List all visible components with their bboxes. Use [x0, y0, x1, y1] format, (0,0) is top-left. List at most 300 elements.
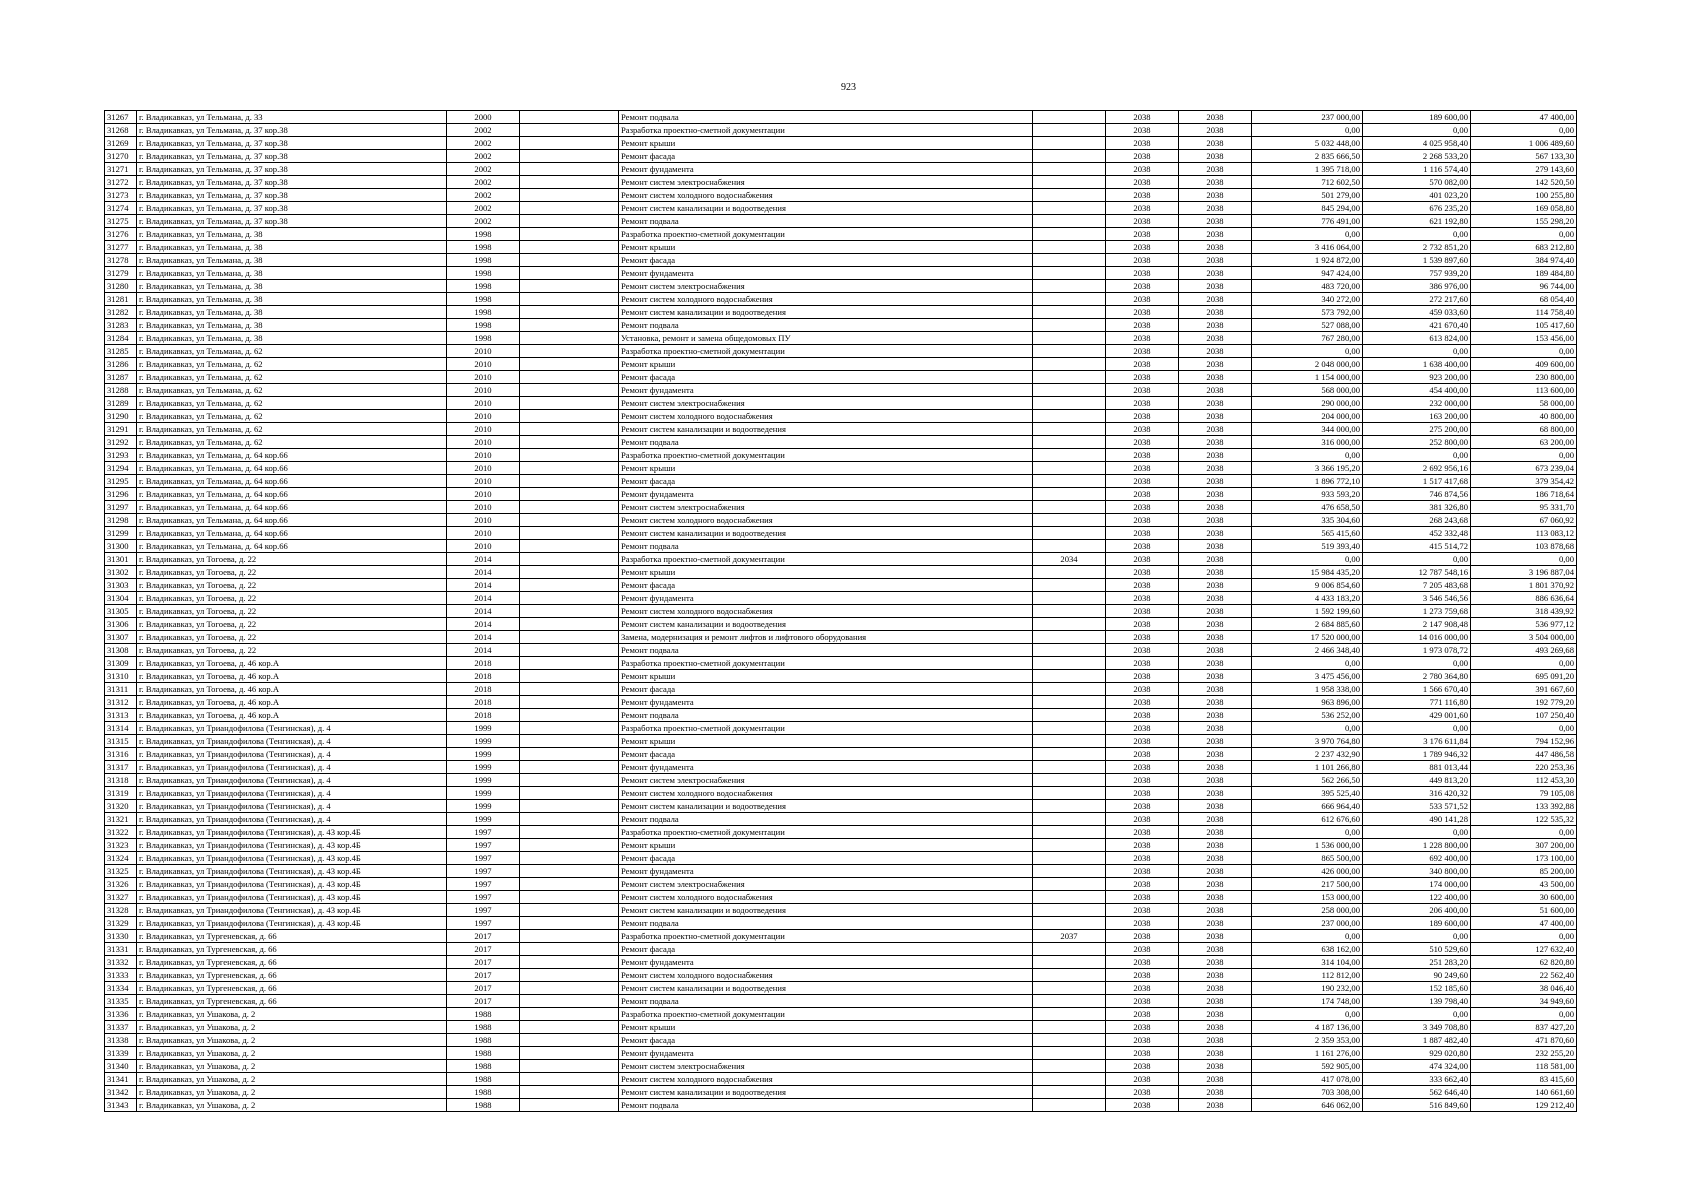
row-number-cell: 31283 [105, 319, 137, 332]
empty-cell-cell [520, 592, 619, 605]
start-year-cell: 2038 [1106, 943, 1179, 956]
table-row [105, 956, 1577, 969]
plan-year-cell [1033, 826, 1106, 839]
build-year-cell: 2014 [447, 605, 520, 618]
start-year-cell: 2038 [1106, 774, 1179, 787]
owner-cost-cell: 493 269,68 [1471, 644, 1577, 657]
row-number-cell: 31276 [105, 228, 137, 241]
total-cost-cell: 190 232,00 [1252, 982, 1363, 995]
end-year-cell: 2038 [1179, 397, 1252, 410]
work-type-cell: Ремонт фасада [619, 748, 1033, 761]
total-cost-cell: 237 000,00 [1252, 111, 1363, 124]
fund-cost-cell: 0,00 [1363, 657, 1471, 670]
table-row [105, 423, 1577, 436]
address-cell: г. Владикавказ, ул Тогоева, д. 46 кор.А [137, 657, 447, 670]
fund-cost-cell: 0,00 [1363, 553, 1471, 566]
row-number-cell: 31277 [105, 241, 137, 254]
start-year-cell: 2038 [1106, 696, 1179, 709]
owner-cost-cell: 471 870,60 [1471, 1034, 1577, 1047]
total-cost-cell: 0,00 [1252, 124, 1363, 137]
owner-cost-cell: 307 200,00 [1471, 839, 1577, 852]
owner-cost-cell: 83 415,60 [1471, 1073, 1577, 1086]
build-year-cell: 1998 [447, 267, 520, 280]
fund-cost-cell: 510 529,60 [1363, 943, 1471, 956]
owner-cost-cell: 118 581,00 [1471, 1060, 1577, 1073]
total-cost-cell: 0,00 [1252, 722, 1363, 735]
work-type-cell: Ремонт систем холодного водоснабжения [619, 787, 1033, 800]
work-type-cell: Ремонт систем холодного водоснабжения [619, 891, 1033, 904]
total-cost-cell: 703 308,00 [1252, 1086, 1363, 1099]
work-type-cell: Ремонт систем холодного водоснабжения [619, 189, 1033, 202]
address-cell: г. Владикавказ, ул Триандофилова (Тенгинская), д. 43 кор.4Б [137, 852, 447, 865]
owner-cost-cell: 794 152,96 [1471, 735, 1577, 748]
total-cost-cell: 573 792,00 [1252, 306, 1363, 319]
fund-cost-cell: 252 800,00 [1363, 436, 1471, 449]
start-year-cell: 2038 [1106, 813, 1179, 826]
row-number-cell: 31292 [105, 436, 137, 449]
end-year-cell: 2038 [1179, 111, 1252, 124]
total-cost-cell: 3 970 764,80 [1252, 735, 1363, 748]
start-year-cell: 2038 [1106, 800, 1179, 813]
plan-year-cell [1033, 748, 1106, 761]
build-year-cell: 2010 [447, 423, 520, 436]
start-year-cell: 2038 [1106, 904, 1179, 917]
address-cell: г. Владикавказ, ул Тельмана, д. 64 кор.66 [137, 514, 447, 527]
end-year-cell: 2038 [1179, 540, 1252, 553]
fund-cost-cell: 90 249,60 [1363, 969, 1471, 982]
build-year-cell: 1999 [447, 774, 520, 787]
fund-cost-cell: 139 798,40 [1363, 995, 1471, 1008]
table-row [105, 410, 1577, 423]
plan-year-cell [1033, 358, 1106, 371]
fund-cost-cell: 163 200,00 [1363, 410, 1471, 423]
start-year-cell: 2038 [1106, 1047, 1179, 1060]
fund-cost-cell: 1 228 800,00 [1363, 839, 1471, 852]
table-row [105, 553, 1577, 566]
fund-cost-cell: 746 874,56 [1363, 488, 1471, 501]
address-cell: г. Владикавказ, ул Тогоева, д. 22 [137, 644, 447, 657]
owner-cost-cell: 114 758,40 [1471, 306, 1577, 319]
start-year-cell: 2038 [1106, 852, 1179, 865]
owner-cost-cell: 695 091,20 [1471, 670, 1577, 683]
row-number-cell: 31287 [105, 371, 137, 384]
work-type-cell: Ремонт систем электроснабжения [619, 280, 1033, 293]
table-row [105, 982, 1577, 995]
build-year-cell: 2002 [447, 150, 520, 163]
build-year-cell: 2010 [447, 436, 520, 449]
start-year-cell: 2038 [1106, 995, 1179, 1008]
table-row [105, 228, 1577, 241]
fund-cost-cell: 1 116 574,40 [1363, 163, 1471, 176]
build-year-cell: 2018 [447, 670, 520, 683]
end-year-cell: 2038 [1179, 254, 1252, 267]
start-year-cell: 2038 [1106, 1099, 1179, 1112]
row-number-cell: 31281 [105, 293, 137, 306]
address-cell: г. Владикавказ, ул Тогоева, д. 22 [137, 553, 447, 566]
work-type-cell: Ремонт систем холодного водоснабжения [619, 605, 1033, 618]
address-cell: г. Владикавказ, ул Триандофилова (Тенгинская), д. 4 [137, 761, 447, 774]
address-cell: г. Владикавказ, ул Тельмана, д. 37 кор.38 [137, 163, 447, 176]
work-type-cell: Разработка проектно-сметной документации [619, 1008, 1033, 1021]
row-number-cell: 31340 [105, 1060, 137, 1073]
plan-year-cell [1033, 969, 1106, 982]
work-type-cell: Разработка проектно-сметной документации [619, 553, 1033, 566]
build-year-cell: 1999 [447, 761, 520, 774]
empty-cell-cell [520, 943, 619, 956]
address-cell: г. Владикавказ, ул Тельмана, д. 38 [137, 319, 447, 332]
total-cost-cell: 0,00 [1252, 930, 1363, 943]
build-year-cell: 2014 [447, 618, 520, 631]
address-cell: г. Владикавказ, ул Тогоева, д. 46 кор.А [137, 696, 447, 709]
address-cell: г. Владикавказ, ул Тельмана, д. 38 [137, 306, 447, 319]
fund-cost-cell: 1 566 670,40 [1363, 683, 1471, 696]
start-year-cell: 2038 [1106, 150, 1179, 163]
empty-cell-cell [520, 1060, 619, 1073]
total-cost-cell: 0,00 [1252, 449, 1363, 462]
table-row [105, 137, 1577, 150]
table-row [105, 839, 1577, 852]
total-cost-cell: 2 466 348,40 [1252, 644, 1363, 657]
start-year-cell: 2038 [1106, 1073, 1179, 1086]
address-cell: г. Владикавказ, ул Триандофилова (Тенгинская), д. 43 кор.4Б [137, 878, 447, 891]
fund-cost-cell: 474 324,00 [1363, 1060, 1471, 1073]
start-year-cell: 2038 [1106, 956, 1179, 969]
empty-cell-cell [520, 163, 619, 176]
owner-cost-cell: 379 354,42 [1471, 475, 1577, 488]
row-number-cell: 31312 [105, 696, 137, 709]
plan-year-cell [1033, 657, 1106, 670]
plan-year-cell [1033, 644, 1106, 657]
work-type-cell: Ремонт фасада [619, 943, 1033, 956]
build-year-cell: 2014 [447, 553, 520, 566]
empty-cell-cell [520, 865, 619, 878]
total-cost-cell: 290 000,00 [1252, 397, 1363, 410]
owner-cost-cell: 673 239,04 [1471, 462, 1577, 475]
end-year-cell: 2038 [1179, 202, 1252, 215]
plan-year-cell [1033, 956, 1106, 969]
address-cell: г. Владикавказ, ул Тельмана, д. 37 кор.38 [137, 189, 447, 202]
address-cell: г. Владикавказ, ул Тельмана, д. 33 [137, 111, 447, 124]
build-year-cell: 1998 [447, 293, 520, 306]
end-year-cell: 2038 [1179, 345, 1252, 358]
work-type-cell: Ремонт систем канализации и водоотведения [619, 527, 1033, 540]
fund-cost-cell: 771 116,80 [1363, 696, 1471, 709]
start-year-cell: 2038 [1106, 137, 1179, 150]
fund-cost-cell: 386 976,00 [1363, 280, 1471, 293]
row-number-cell: 31335 [105, 995, 137, 1008]
start-year-cell: 2038 [1106, 878, 1179, 891]
address-cell: г. Владикавказ, ул Триандофилова (Тенгинская), д. 43 кор.4Б [137, 917, 447, 930]
build-year-cell: 2017 [447, 956, 520, 969]
empty-cell-cell [520, 371, 619, 384]
address-cell: г. Владикавказ, ул Ушакова, д. 2 [137, 1060, 447, 1073]
plan-year-cell [1033, 566, 1106, 579]
total-cost-cell: 0,00 [1252, 1008, 1363, 1021]
row-number-cell: 31278 [105, 254, 137, 267]
row-number-cell: 31284 [105, 332, 137, 345]
owner-cost-cell: 189 484,80 [1471, 267, 1577, 280]
owner-cost-cell: 1 801 370,92 [1471, 579, 1577, 592]
row-number-cell: 31311 [105, 683, 137, 696]
total-cost-cell: 3 366 195,20 [1252, 462, 1363, 475]
row-number-cell: 31343 [105, 1099, 137, 1112]
work-type-cell: Ремонт крыши [619, 735, 1033, 748]
build-year-cell: 2002 [447, 176, 520, 189]
owner-cost-cell: 169 058,80 [1471, 202, 1577, 215]
fund-cost-cell: 562 646,40 [1363, 1086, 1471, 1099]
table-row [105, 904, 1577, 917]
end-year-cell: 2038 [1179, 1086, 1252, 1099]
build-year-cell: 2002 [447, 189, 520, 202]
end-year-cell: 2038 [1179, 683, 1252, 696]
total-cost-cell: 9 006 854,60 [1252, 579, 1363, 592]
empty-cell-cell [520, 267, 619, 280]
fund-cost-cell: 333 662,40 [1363, 1073, 1471, 1086]
empty-cell-cell [520, 982, 619, 995]
build-year-cell: 2017 [447, 982, 520, 995]
table-row [105, 397, 1577, 410]
row-number-cell: 31322 [105, 826, 137, 839]
works-table [104, 110, 1577, 1112]
start-year-cell: 2038 [1106, 306, 1179, 319]
empty-cell-cell [520, 1034, 619, 1047]
table-row [105, 943, 1577, 956]
table-row [105, 722, 1577, 735]
total-cost-cell: 217 500,00 [1252, 878, 1363, 891]
end-year-cell: 2038 [1179, 852, 1252, 865]
end-year-cell: 2038 [1179, 917, 1252, 930]
empty-cell-cell [520, 488, 619, 501]
end-year-cell: 2038 [1179, 1021, 1252, 1034]
plan-year-cell [1033, 501, 1106, 514]
start-year-cell: 2038 [1106, 930, 1179, 943]
start-year-cell: 2038 [1106, 384, 1179, 397]
row-number-cell: 31327 [105, 891, 137, 904]
start-year-cell: 2038 [1106, 332, 1179, 345]
work-type-cell: Замена, модернизация и ремонт лифтов и лифтового оборудования [619, 631, 1033, 644]
plan-year-cell [1033, 475, 1106, 488]
fund-cost-cell: 4 025 958,40 [1363, 137, 1471, 150]
build-year-cell: 2010 [447, 540, 520, 553]
end-year-cell: 2038 [1179, 748, 1252, 761]
total-cost-cell: 0,00 [1252, 553, 1363, 566]
table-row [105, 696, 1577, 709]
plan-year-cell [1033, 137, 1106, 150]
owner-cost-cell: 67 060,92 [1471, 514, 1577, 527]
plan-year-cell [1033, 982, 1106, 995]
fund-cost-cell: 0,00 [1363, 124, 1471, 137]
work-type-cell: Ремонт систем холодного водоснабжения [619, 1073, 1033, 1086]
end-year-cell: 2038 [1179, 722, 1252, 735]
build-year-cell: 2002 [447, 202, 520, 215]
owner-cost-cell: 0,00 [1471, 826, 1577, 839]
end-year-cell: 2038 [1179, 423, 1252, 436]
fund-cost-cell: 429 001,60 [1363, 709, 1471, 722]
fund-cost-cell: 401 023,20 [1363, 189, 1471, 202]
start-year-cell: 2038 [1106, 397, 1179, 410]
owner-cost-cell: 96 744,00 [1471, 280, 1577, 293]
fund-cost-cell: 3 349 708,80 [1363, 1021, 1471, 1034]
total-cost-cell: 565 415,60 [1252, 527, 1363, 540]
build-year-cell: 1998 [447, 228, 520, 241]
total-cost-cell: 712 602,50 [1252, 176, 1363, 189]
row-number-cell: 31317 [105, 761, 137, 774]
build-year-cell: 2010 [447, 397, 520, 410]
fund-cost-cell: 7 205 483,68 [1363, 579, 1471, 592]
build-year-cell: 2010 [447, 384, 520, 397]
empty-cell-cell [520, 722, 619, 735]
end-year-cell: 2038 [1179, 618, 1252, 631]
total-cost-cell: 638 162,00 [1252, 943, 1363, 956]
plan-year-cell [1033, 228, 1106, 241]
start-year-cell: 2038 [1106, 345, 1179, 358]
end-year-cell: 2038 [1179, 124, 1252, 137]
end-year-cell: 2038 [1179, 592, 1252, 605]
fund-cost-cell: 232 000,00 [1363, 397, 1471, 410]
empty-cell-cell [520, 527, 619, 540]
owner-cost-cell: 0,00 [1471, 1008, 1577, 1021]
start-year-cell: 2038 [1106, 605, 1179, 618]
start-year-cell: 2038 [1106, 657, 1179, 670]
fund-cost-cell: 189 600,00 [1363, 917, 1471, 930]
address-cell: г. Владикавказ, ул Триандофилова (Тенгинская), д. 4 [137, 722, 447, 735]
table-row [105, 865, 1577, 878]
start-year-cell: 2038 [1106, 241, 1179, 254]
table-row [105, 215, 1577, 228]
owner-cost-cell: 447 486,58 [1471, 748, 1577, 761]
plan-year-cell [1033, 1073, 1106, 1086]
table-row [105, 878, 1577, 891]
plan-year-cell [1033, 852, 1106, 865]
fund-cost-cell: 152 185,60 [1363, 982, 1471, 995]
build-year-cell: 2017 [447, 969, 520, 982]
end-year-cell: 2038 [1179, 293, 1252, 306]
fund-cost-cell: 12 787 548,16 [1363, 566, 1471, 579]
work-type-cell: Ремонт фундамента [619, 384, 1033, 397]
owner-cost-cell: 133 392,88 [1471, 800, 1577, 813]
build-year-cell: 2017 [447, 930, 520, 943]
start-year-cell: 2038 [1106, 488, 1179, 501]
fund-cost-cell: 3 546 546,56 [1363, 592, 1471, 605]
work-type-cell: Ремонт систем электроснабжения [619, 501, 1033, 514]
address-cell: г. Владикавказ, ул Триандофилова (Тенгинская), д. 4 [137, 787, 447, 800]
empty-cell-cell [520, 579, 619, 592]
start-year-cell: 2038 [1106, 618, 1179, 631]
row-number-cell: 31270 [105, 150, 137, 163]
plan-year-cell [1033, 540, 1106, 553]
plan-year-cell [1033, 371, 1106, 384]
work-type-cell: Ремонт крыши [619, 839, 1033, 852]
build-year-cell: 2014 [447, 631, 520, 644]
empty-cell-cell [520, 436, 619, 449]
work-type-cell: Разработка проектно-сметной документации [619, 657, 1033, 670]
plan-year-cell [1033, 293, 1106, 306]
owner-cost-cell: 232 255,20 [1471, 1047, 1577, 1060]
plan-year-cell [1033, 605, 1106, 618]
start-year-cell: 2038 [1106, 540, 1179, 553]
work-type-cell: Ремонт подвала [619, 215, 1033, 228]
start-year-cell: 2038 [1106, 189, 1179, 202]
row-number-cell: 31301 [105, 553, 137, 566]
plan-year-cell [1033, 124, 1106, 137]
table-row [105, 202, 1577, 215]
owner-cost-cell: 127 632,40 [1471, 943, 1577, 956]
owner-cost-cell: 409 600,00 [1471, 358, 1577, 371]
total-cost-cell: 592 905,00 [1252, 1060, 1363, 1073]
fund-cost-cell: 692 400,00 [1363, 852, 1471, 865]
total-cost-cell: 153 000,00 [1252, 891, 1363, 904]
fund-cost-cell: 881 013,44 [1363, 761, 1471, 774]
owner-cost-cell: 63 200,00 [1471, 436, 1577, 449]
row-number-cell: 31325 [105, 865, 137, 878]
work-type-cell: Ремонт крыши [619, 358, 1033, 371]
row-number-cell: 31315 [105, 735, 137, 748]
owner-cost-cell: 113 600,00 [1471, 384, 1577, 397]
start-year-cell: 2038 [1106, 436, 1179, 449]
fund-cost-cell: 2 732 851,20 [1363, 241, 1471, 254]
empty-cell-cell [520, 280, 619, 293]
end-year-cell: 2038 [1179, 436, 1252, 449]
table-row [105, 995, 1577, 1008]
build-year-cell: 2018 [447, 657, 520, 670]
total-cost-cell: 767 280,00 [1252, 332, 1363, 345]
total-cost-cell: 865 500,00 [1252, 852, 1363, 865]
end-year-cell: 2038 [1179, 1073, 1252, 1086]
row-number-cell: 31321 [105, 813, 137, 826]
row-number-cell: 31334 [105, 982, 137, 995]
total-cost-cell: 3 416 064,00 [1252, 241, 1363, 254]
table-row [105, 501, 1577, 514]
start-year-cell: 2038 [1106, 982, 1179, 995]
total-cost-cell: 1 896 772,10 [1252, 475, 1363, 488]
table-row [105, 1034, 1577, 1047]
address-cell: г. Владикавказ, ул Тогоева, д. 46 кор.А [137, 670, 447, 683]
row-number-cell: 31308 [105, 644, 137, 657]
empty-cell-cell [520, 683, 619, 696]
work-type-cell: Ремонт систем холодного водоснабжения [619, 514, 1033, 527]
start-year-cell: 2038 [1106, 371, 1179, 384]
owner-cost-cell: 79 105,08 [1471, 787, 1577, 800]
plan-year-cell [1033, 436, 1106, 449]
owner-cost-cell: 107 250,40 [1471, 709, 1577, 722]
start-year-cell: 2038 [1106, 1034, 1179, 1047]
owner-cost-cell: 95 331,70 [1471, 501, 1577, 514]
plan-year-cell [1033, 462, 1106, 475]
address-cell: г. Владикавказ, ул Триандофилова (Тенгинская), д. 4 [137, 800, 447, 813]
row-number-cell: 31316 [105, 748, 137, 761]
plan-year-cell [1033, 917, 1106, 930]
row-number-cell: 31288 [105, 384, 137, 397]
table-row [105, 852, 1577, 865]
fund-cost-cell: 415 514,72 [1363, 540, 1471, 553]
row-number-cell: 31293 [105, 449, 137, 462]
work-type-cell: Ремонт систем электроснабжения [619, 397, 1033, 410]
owner-cost-cell: 112 453,30 [1471, 774, 1577, 787]
start-year-cell: 2038 [1106, 644, 1179, 657]
work-type-cell: Ремонт систем холодного водоснабжения [619, 293, 1033, 306]
empty-cell-cell [520, 553, 619, 566]
owner-cost-cell: 0,00 [1471, 449, 1577, 462]
fund-cost-cell: 676 235,20 [1363, 202, 1471, 215]
row-number-cell: 31329 [105, 917, 137, 930]
start-year-cell: 2038 [1106, 553, 1179, 566]
address-cell: г. Владикавказ, ул Тургеневская, д. 66 [137, 930, 447, 943]
address-cell: г. Владикавказ, ул Тельмана, д. 62 [137, 384, 447, 397]
address-cell: г. Владикавказ, ул Ушакова, д. 2 [137, 1021, 447, 1034]
table-row [105, 774, 1577, 787]
plan-year-cell [1033, 449, 1106, 462]
address-cell: г. Владикавказ, ул Тельмана, д. 62 [137, 436, 447, 449]
